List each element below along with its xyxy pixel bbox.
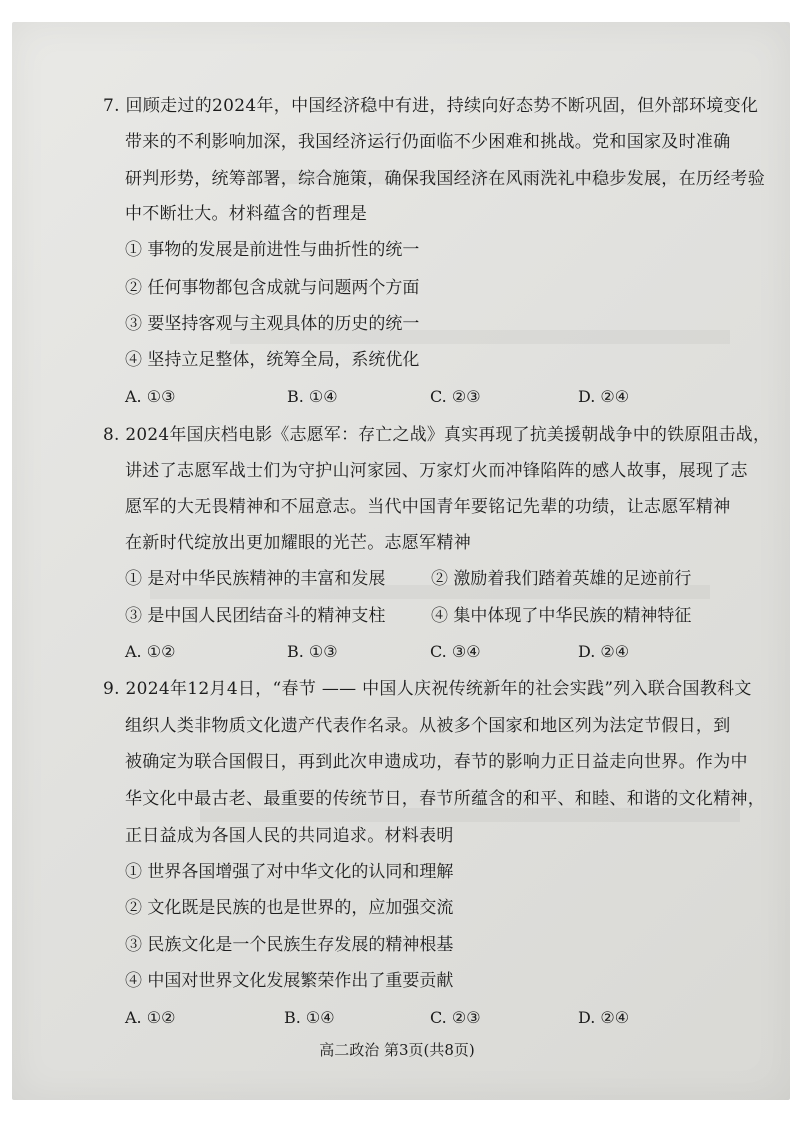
question-8-choice-b: B. ①③ — [287, 642, 338, 661]
question-9-choice-c: C. ②③ — [430, 1008, 481, 1027]
question-7-line-1: 7. 回顾走过的2024年，中国经济稳中有进，持续向好态势不断巩固，但外部环境变化 — [103, 96, 759, 116]
question-9-option-1: ① 世界各国增强了对中华文化的认同和理解 — [125, 862, 454, 882]
question-8-choice-c: C. ③④ — [430, 642, 481, 661]
question-8-option-2: ② 激励着我们踏着英雄的足迹前行 — [431, 569, 692, 589]
question-8-line-3: 愿军的大无畏精神和不屈意志。当代中国青年要铭记先辈的功绩，让志愿军精神 — [125, 497, 731, 517]
question-9-option-3: ③ 民族文化是一个民族生存发展的精神根基 — [125, 935, 454, 955]
question-9-line-4: 华文化中最古老、最重要的传统节日，春节所蕴含的和平、和睦、和谐的文化精神， — [125, 789, 766, 809]
question-8-option-1: ① 是对中华民族精神的丰富和发展 — [125, 569, 386, 589]
question-8-choice-d: D. ②④ — [578, 642, 630, 661]
question-7-option-3: ③ 要坚持客观与主观具体的历史的统一 — [125, 314, 420, 334]
question-7-line-4: 中不断壮大。材料蕴含的哲理是 — [125, 204, 368, 224]
question-7-choice-b: B. ①④ — [287, 387, 338, 406]
question-7-line-2: 带来的不利影响加深，我国经济运行仍面临不少困难和挑战。党和国家及时准确 — [125, 132, 731, 152]
question-8-line-1: 8. 2024年国庆档电影《志愿军：存亡之战》真实再现了抗美援朝战争中的铁原阻击战， — [103, 425, 771, 445]
question-7-option-2: ② 任何事物都包含成就与问题两个方面 — [125, 278, 420, 298]
page-footer: 高二政治 第3页(共8页) — [319, 1041, 475, 1059]
question-7-choice-a: A. ①③ — [125, 387, 176, 406]
question-9-choice-a: A. ①② — [125, 1008, 176, 1027]
question-7-option-4: ④ 坚持立足整体，统筹全局，系统优化 — [125, 350, 420, 370]
bleed-through-mark — [200, 808, 740, 822]
question-9-line-3: 被确定为联合国假日，再到此次申遗成功，春节的影响力正日益走向世界。作为中 — [125, 752, 748, 772]
question-9-option-4: ④ 中国对世界文化发展繁荣作出了重要贡献 — [125, 971, 454, 991]
question-7-choice-c: C. ②③ — [430, 387, 481, 406]
question-9-option-2: ② 文化既是民族的也是世界的，应加强交流 — [125, 898, 454, 918]
question-9-line-5: 正日益成为各国人民的共同追求。材料表明 — [125, 826, 454, 846]
question-9-line-2: 组织人类非物质文化遗产代表作名录。从被多个国家和地区列为法定节假日，到 — [125, 716, 731, 736]
question-8-choice-a: A. ①② — [125, 642, 176, 661]
question-8-line-2: 讲述了志愿军战士们为守护山河家园、万家灯火而冲锋陷阵的感人故事，展现了志 — [125, 461, 748, 481]
question-9-line-1: 9. 2024年12月4日，“春节 —— 中国人庆祝传统新年的社会实践”列入联合国教科文 — [103, 679, 752, 699]
question-7-line-3: 研判形势，统筹部署，综合施策，确保我国经济在风雨洗礼中稳步发展，在历经考验 — [125, 169, 766, 189]
question-8-line-4: 在新时代绽放出更加耀眼的光芒。志愿军精神 — [125, 533, 471, 553]
question-9-choice-b: B. ①④ — [284, 1008, 335, 1027]
question-9-choice-d: D. ②④ — [578, 1008, 630, 1027]
question-8-option-4: ④ 集中体现了中华民族的精神特征 — [431, 606, 692, 626]
question-7-choice-d: D. ②④ — [578, 387, 630, 406]
question-8-option-3: ③ 是中国人民团结奋斗的精神支柱 — [125, 606, 386, 626]
question-7-option-1: ① 事物的发展是前进性与曲折性的统一 — [125, 240, 420, 260]
